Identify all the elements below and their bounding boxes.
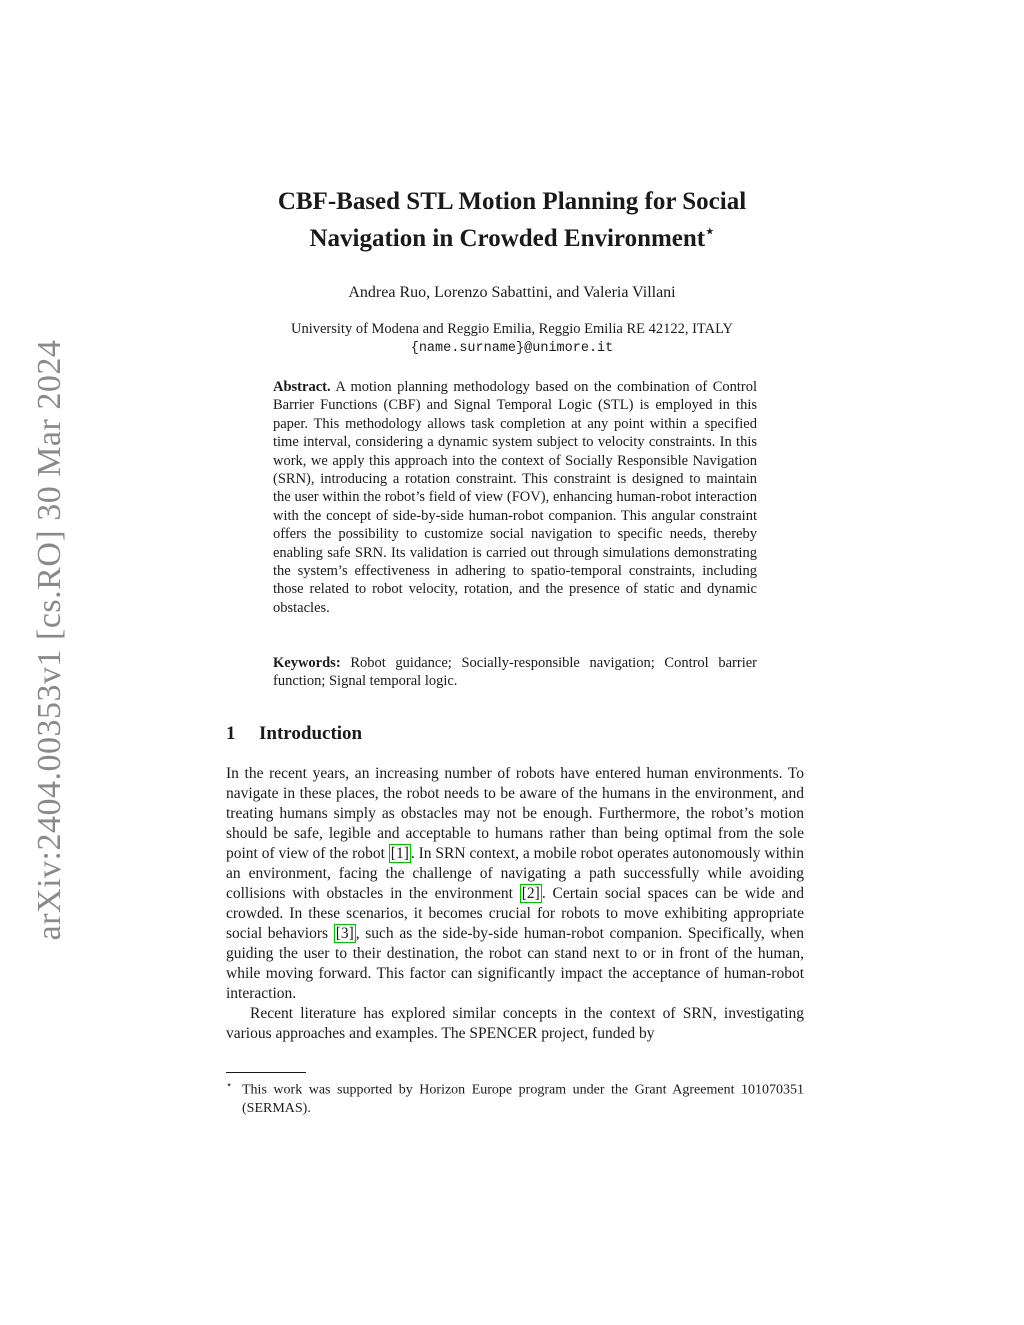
intro-paragraph-2: Recent literature has explored similar concepts in the context of SRN, investigating various approaches and examples. The SPENCER project, funded by [226, 1005, 804, 1042]
affiliation-block [0, 320, 1024, 358]
citation-link-1[interactable]: [1] [390, 845, 409, 862]
abstract-label: Abstract. [273, 379, 331, 395]
footnote [226, 1077, 804, 1118]
section-number: 1 [226, 723, 236, 744]
keywords-label: Keywords: [273, 655, 341, 671]
footnote-text: This work was supported by Horizon Europe program under the Grant Agreement 101070351 (SERMAS). [242, 1082, 804, 1116]
introduction-body [226, 764, 804, 1044]
title-line-2 [0, 217, 1024, 254]
author-email: {name.surname}@unimore.it [410, 341, 614, 356]
section-heading [226, 723, 362, 745]
citation-link-2[interactable]: [2] [521, 885, 540, 902]
citation-link-3[interactable]: [3] [335, 925, 354, 942]
intro-text-a: In the recent years, an increasing number of robots have entered human environments. To navigate in these places, the robot needs to be aware of the humans in the environment, and treating humans simply as obstacles may not be enough. Furthermore, the robot’s motion should be safe, legible and acceptable to humans rather than being optimal from the sole point of view of the robot [226, 765, 804, 862]
author-list: Andrea Ruo, Lorenzo Sabattini, and Valeria Villani [348, 284, 676, 301]
affiliation: University of Modena and Reggio Emilia, Reggio Emilia RE 42122, ITALY [291, 321, 733, 337]
paper-title [0, 186, 1024, 254]
keywords-text: Robot guidance; Socially-responsible navigation; Control barrier function; Signal temporal logic. [273, 655, 757, 690]
footnote-marker: ⋆ [226, 1080, 233, 1091]
intro-text-c: . Certain social spaces can be wide and crowded. In these scenarios, it becomes crucial for robots to move exhibiting appropriate social behaviors [226, 885, 804, 942]
title-line-1: CBF-Based STL Motion Planning for Social [277, 188, 747, 215]
abstract [273, 378, 757, 617]
section-title: Introduction [259, 723, 363, 744]
intro-text-d: , such as the side-by-side human-robot companion. Specifically, when guiding the user to their destination, the robot can stand next to or in front of the human, while moving forward. This factor can significantly impact the acceptance of human-robot interaction. [226, 925, 804, 1002]
title-line-2-text: Navigation in Crowded Environment [309, 225, 706, 252]
keywords [273, 654, 757, 691]
footnote-rule [226, 1072, 306, 1073]
intro-paragraph-1 [226, 764, 804, 1004]
arxiv-identifier: arXiv:2404.00353v1 [cs.RO] 30 Mar 2024 [31, 339, 68, 941]
title-footnote-marker: ⋆ [705, 224, 715, 240]
abstract-text: A motion planning methodology based on the combination of Control Barrier Functions (CBF) and Signal Temporal Logic (STL) is employed in this paper. This methodology allows task completion at any point within a specified time interval, considering a dynamic system subject to velocity constraints. In this work, we apply this approach into the context of Socially Responsible Navigation (SRN), introducing a rotation constraint. This constraint is designed to maintain the user within the robot’s field of view (FOV), enhancing human-robot interaction with the concept of side-by-side human-robot companion. This angular constraint offers the possibility to customize social navigation to specific needs, thereby enabling safe SRN. Its validation is carried out through simulations demonstrating the system’s effectiveness in adhering to spatio-temporal constraints, including those related to robot velocity, rotation, and the presence of static and dynamic obstacles. [273, 379, 758, 616]
intro-text-b: . In SRN context, a mobile robot operates autonomously within an environment, facing the challenge of navigating a path successfully while avoiding collisions with obstacles in the environment [226, 845, 804, 902]
